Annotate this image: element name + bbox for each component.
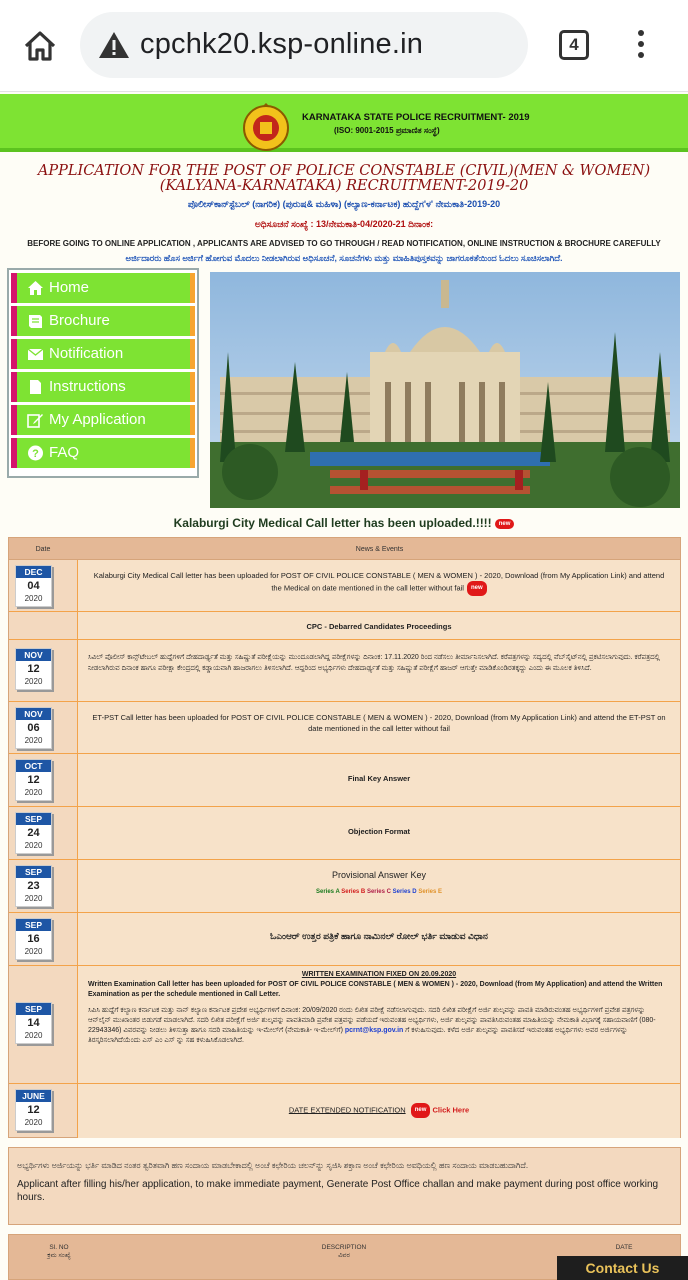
notification-number: ಅಧಿಸೂಚನೆ ಸಂಖ್ಯೆ : 13/ನೇಮಕಾತಿ-04/2020-21 ದಿನಾಂಕ: bbox=[254, 219, 434, 229]
date-extended-link[interactable]: DATE EXTENDED NOTIFICATION bbox=[288, 1105, 406, 1115]
home-icon[interactable] bbox=[22, 28, 58, 64]
date-badge: SEP 23 2020 bbox=[15, 865, 52, 907]
nav-faq[interactable] bbox=[11, 438, 195, 468]
email-link[interactable]: pcrnt@ksp.gov.in bbox=[344, 1027, 404, 1034]
news-link[interactable]: Final Key Answer bbox=[77, 754, 680, 806]
browser-toolbar bbox=[0, 0, 688, 92]
table-row bbox=[9, 754, 680, 807]
nav-label: FAQ bbox=[49, 444, 80, 461]
column-header-date: DATE bbox=[615, 1244, 633, 1251]
column-header-slno: Sl. NO ಕ್ರಮ ಸಂಖ್ಯೆ bbox=[47, 1244, 71, 1259]
envelope-icon bbox=[27, 346, 44, 362]
nav-brochure[interactable] bbox=[11, 306, 195, 336]
nav-instructions[interactable] bbox=[11, 372, 195, 402]
warning-icon[interactable] bbox=[98, 31, 130, 59]
news-item[interactable] bbox=[77, 966, 680, 1083]
date-badge: SEP 16 2020 bbox=[15, 918, 52, 960]
series-d-link[interactable]: Series D bbox=[392, 889, 417, 895]
web-page bbox=[0, 92, 688, 1280]
news-link[interactable]: Objection Format bbox=[77, 807, 680, 859]
table-row bbox=[9, 702, 680, 754]
nav-label: Home bbox=[49, 279, 90, 296]
column-header-news: News & Events bbox=[355, 546, 404, 553]
question-icon bbox=[27, 445, 44, 461]
date-badge: JUNE 12 2020 bbox=[15, 1089, 52, 1131]
table-row bbox=[9, 966, 680, 1084]
overflow-menu-icon[interactable] bbox=[636, 30, 646, 62]
contact-us-button[interactable]: Contact Us bbox=[557, 1256, 688, 1280]
table-row bbox=[9, 860, 680, 913]
date-badge: NOV 12 2020 bbox=[15, 648, 52, 690]
date-badge: SEP 14 2020 bbox=[15, 1002, 52, 1044]
date-badge: NOV 06 2020 bbox=[15, 707, 52, 749]
advice-text-kannada: ಅರ್ಜಿದಾರರು ಹೊಸ ಅರ್ಜಿಗೆ ಹೋಗುವ ಮೊದಲು ನೀಡಲಾಗಿರುವ ಅಧಿಸೂಚನೆ, ಸೂಚನೆಗಳು ಮತ್ತು ಮಾಹಿತಿಪುಸ್ತಕವನ್ನು ಜಾಗರೂಕತೆಯಿಂದ ಓದಲು ಸೂಚಿಸಲಾಗಿದೆ. bbox=[125, 253, 563, 263]
news-table bbox=[8, 537, 681, 1138]
series-a-link[interactable]: Series A bbox=[316, 889, 340, 895]
site-header bbox=[0, 94, 688, 152]
news-text: Written Examination Call letter has been uploaded for POST OF CIVIL POLICE CONSTABLE ( MEN & WOMEN ) - 2020, Download (from My Application) and attend the Written Examination as per the schedule mentioned in Call Letter. bbox=[88, 981, 663, 998]
new-badge: new bbox=[467, 581, 487, 596]
nav-label: Notification bbox=[49, 345, 124, 362]
side-nav bbox=[7, 268, 199, 478]
series-b-link[interactable]: Series B bbox=[341, 889, 366, 895]
news-item bbox=[77, 1084, 680, 1138]
news-text-kannada-2: ಗೆ ಕಳುಹಿಸುವುದು. ಕಳೆದ ಅರ್ಜಿ ಶುಲ್ಕವನ್ನು ಪಾವತಿಸದೆ ಇರುವಂತಹ ಅಭ್ಯರ್ಥಿಗಳು ಅವರ ಅರ್ಜಿಗಳನ್ನು ತಿರಸ್ಕರಿಸಲಾಗಿದೆಯೆಂದು ಎಸ್ ಎಂ ಎಸ್ ನ್ನು ಸಹ ಕಳುಹಿಸಿಕೊಡಲಾಗಿದೆ. bbox=[88, 1027, 628, 1044]
org-title: KARNATAKA STATE POLICE RECRUITMENT- 2019 bbox=[302, 112, 530, 123]
table-row bbox=[9, 640, 680, 702]
svg-text:?: ? bbox=[32, 448, 39, 460]
column-header-date: Date bbox=[35, 546, 51, 553]
column-header-description: DESCRIPTION ವಿವರ bbox=[321, 1244, 367, 1259]
url-text[interactable]: cpchk20.ksp-online.in bbox=[140, 28, 424, 60]
police-emblem-icon bbox=[238, 102, 294, 152]
address-bar[interactable] bbox=[80, 12, 528, 78]
nav-my-application[interactable] bbox=[11, 405, 195, 435]
table-row bbox=[9, 913, 680, 966]
new-badge: new bbox=[495, 519, 515, 529]
scrolling-notice[interactable] bbox=[0, 516, 688, 530]
nav-label: Brochure bbox=[49, 312, 110, 329]
edit-icon bbox=[27, 412, 44, 428]
series-e-link[interactable]: Series E bbox=[418, 889, 442, 895]
click-here-link[interactable]: Click Here bbox=[432, 1105, 470, 1115]
news-heading: WRITTEN EXAMINATION FIXED ON 20.09.2020 bbox=[301, 971, 457, 978]
nav-label: My Application bbox=[49, 411, 146, 428]
table-header bbox=[9, 538, 680, 560]
date-badge: DEC 04 2020 bbox=[15, 565, 52, 607]
book-icon bbox=[27, 313, 44, 329]
date-badge: SEP 24 2020 bbox=[15, 812, 52, 854]
news-link[interactable]: CPC - Debarred Candidates Proceedings bbox=[77, 612, 680, 639]
new-badge: new bbox=[411, 1103, 431, 1118]
series-links bbox=[88, 887, 670, 898]
nav-label: Instructions bbox=[49, 378, 126, 395]
vidhana-soudha-photo bbox=[210, 272, 680, 508]
scrolling-notice-text: Kalaburgi City Medical Call letter has been uploaded.!!!! bbox=[173, 516, 492, 530]
payment-notice-kannada: ಅಭ್ಯರ್ಥಿಗಳು ಅರ್ಜಿಯನ್ನು ಭರ್ತಿ ಮಾಡಿದ ನಂತರ ತ್ವರಿತವಾಗಿ ಹಣ ಸಂದಾಯ ಮಾಡಬೇಕಾದಲ್ಲಿ ಅಂಚೆ ಕಛೇರಿಯ ಚಲನ್‌ನ್ನು ಸೃಜಿಸಿ ಶಕ್ತಾಣ ಅಂಚೆ ಕಛೇರಿಯ ಅವಧಿಯಲ್ಲಿ ಹಣ ಸಂದಾಯ ಮಾಡಬಹುದಾಗಿದೆ. bbox=[17, 1161, 529, 1170]
document-icon bbox=[27, 379, 44, 395]
news-item[interactable]: Kalaburgi City Medical Call letter has been uploaded for POST OF CIVIL POLICE CONSTABLE ( MEN & WOMEN ) - 2020, Download (from My Application Link) and attend the Medical on date mentioned in the call letter without fail new bbox=[77, 560, 680, 611]
table-row bbox=[9, 807, 680, 860]
series-c-link[interactable]: Series C bbox=[366, 889, 391, 895]
table-row bbox=[9, 612, 680, 640]
page-title: APPLICATION FOR THE POST OF POLICE CONSTABLE (CIVIL)(MEN & WOMEN) (KALYANA-KARNATAKA) RECRUITMENT-2019-20 bbox=[37, 163, 651, 194]
news-item bbox=[77, 860, 680, 912]
iso-text: (ISO: 9001-2015 ಪ್ರಮಾಣಿತ ಸಂಸ್ಥೆ) bbox=[334, 126, 440, 135]
news-text-kannada: ಸಿಪಿಸಿ ಹುದ್ದೆಗೆ ಕಲ್ಯಾಣ ಕರ್ನಾಟಕ ಮತ್ತು ನಾನ್ ಕಲ್ಯಾಣ ಕರ್ನಾಟಕ ಪ್ರದೇಶ ಅಭ್ಯರ್ಥಿಗಳಿಗೆ ದಿನಾಂಕ: 20/09/2020 ರಂದು ಲಿಖಿತ ಪರೀಕ್ಷೆ ನಡೆಸಲಾಗುವುದು. ಸದರಿ ಲಿಖಿತ ಪರೀಕ್ಷೆಗೆ ಅರ್ಜಿ ಶುಲ್ಕವನ್ನು ಪಾವತಿ ಮಾಡಿರುವಂತಹ ಅಭ್ಯರ್ಥಿಗಳಿಗೆ ಪ್ರವೇಶ ಪತ್ರಗಳನ್ನು ಆನ್‌ಲೈನ್ ಮುಖಾಂತರ ಬಿಡುಗಡೆ ಮಾಡಲಾಗಿದೆ. ಸದರಿ ಲಿಖಿತ ಪರೀಕ್ಷೆಗೆ ಅರ್ಜಿ ಶುಲ್ಕವನ್ನು ಪಾವತಿಮಾಡಿ ಪ್ರವೇಶ ಪತ್ರವನ್ನು ಪಡೆಯದೆ ಇರುವಂತಹ ಅಭ್ಯರ್ಥಿಗಳು, ಅರ್ಜಿ ಶುಲ್ಕವನ್ನು ಪಾವತಿಸಿರುವಂತಹ ಮಾಹಿತಿಯನ್ನು ನೇಮಕಾತಿ ವಿಭಾಗಕ್ಕೆ ಸಹಾಯವಾಣಿಗೆ (080-22943346) ವಿವರವನ್ನು ನೀಡಲು ತಿಳಿಸುತ್ತಾ ಹಾಗೂ ಸದರಿ ಮಾಹಿತಿಯನ್ನು ಇ-ಮೇಲ್‌ಗೆ (ನೇಮಕಾತಿ- ಇ-ಮೇಲ್‌ಗೆ) bbox=[88, 1007, 656, 1034]
date-badge: OCT 12 2020 bbox=[15, 759, 52, 801]
home-icon bbox=[27, 280, 44, 296]
answer-key-title: Provisional Answer Key bbox=[331, 870, 427, 880]
table-row bbox=[9, 560, 680, 612]
news-link[interactable]: ಓಎಂಆರ್ ಉತ್ತರ ಪತ್ರಿಕೆ ಹಾಗೂ ನಾಮಿನಲ್ ರೋಲ್ ಭರ್ತಿ ಮಾಡುವ ವಿಧಾನ bbox=[77, 913, 680, 965]
kannada-title: ಪೊಲೀಸ್‌ಕಾನ್‌ಸ್ಟೆಬಲ್ (ನಾಗರಿಕ) (ಪುರುಷ& ಮಹಿಳಾ) (ಕಲ್ಯಾಣ-ಕರ್ನಾಟಕ) ಹುದ್ದೆಗ'ಳ' ನೇಮಕಾತಿ-2019-20 bbox=[187, 199, 501, 209]
nav-notification[interactable] bbox=[11, 339, 195, 369]
payment-notice-english: Applicant after filling his/her application, to make immediate payment, Generate Post Office challan and make payment during post office working hours. bbox=[17, 1179, 659, 1203]
tab-switcher-button[interactable]: 4 bbox=[559, 30, 589, 60]
table-row bbox=[9, 1084, 680, 1138]
news-item[interactable]: ಸಿವಿಲ್ ಪೊಲೀಸ್ ಕಾನ್ಸ್‌ಟೇಬಲ್ ಹುದ್ದೆಗಳಿಗೆ ದೇಹದಾರ್ಢ್ಯತೆ ಮತ್ತು ಸಹಿಷ್ಣುತೆ ಪರೀಕ್ಷೆಯನ್ನು ಮುಂದೂಡಲಾಗಿದ್ದ ಪರೀಕ್ಷೆಗಳನ್ನು ದಿನಾಂಕ: 17.11.2020 ರಿಂದ ನಡೆಸಲು ತೀರ್ಮಾನಿಸಲಾಗಿದೆ. ಕರೆಪತ್ರಗಳನ್ನು ಸದ್ಯದಲ್ಲಿ ವೆಬ್‌ಸೈಟ್‌ನಲ್ಲಿ ಪ್ರಕಟಿಸಲಾಗುವುದು. ಕರೆಪತ್ರದಲ್ಲಿ ನೀಡಲಾಗಿರುವ ದಿನಾಂಕ ಹಾಗೂ ಪರೀಕ್ಷಾ ಕೇಂದ್ರದಲ್ಲಿ ಕಡ್ಡಾಯವಾಗಿ ಹಾಜರಾಗಲು ತಿಳಿಸಲಾಗಿದೆ. ಆದ್ದರಿಂದ ಅಭ್ಯರ್ಥಿಗಳು ದೇಹದಾರ್ಢ್ಯತೆ ಮತ್ತು ಸಹಿಷ್ಣುತೆ ಪರೀಕ್ಷೆಗೆ ಹಾಜರ್ ಆಗುತ್ತೇ ಮಾಡಿಕೊಂಡಿರತಕ್ಕದ್ದು ಎಂದು ಈ ಮೂಲಕ ತಿಳಿಸಿದೆ. bbox=[77, 640, 680, 701]
payment-notice bbox=[8, 1147, 681, 1225]
nav-home[interactable] bbox=[11, 273, 195, 303]
news-item[interactable]: ET-PST Call letter has been uploaded for POST OF CIVIL POLICE CONSTABLE ( MEN & WOMEN ) - 2020, Download (from My Application Link) and attend the ET-PST on date mentioned in the call letter without fail bbox=[77, 702, 680, 753]
advice-text: BEFORE GOING TO ONLINE APPLICATION , APPLICANTS ARE ADVISED TO GO THROUGH / READ NOTIFICATION, ONLINE INSTRUCTION & BROCHURE CAREFULLY bbox=[27, 239, 661, 248]
